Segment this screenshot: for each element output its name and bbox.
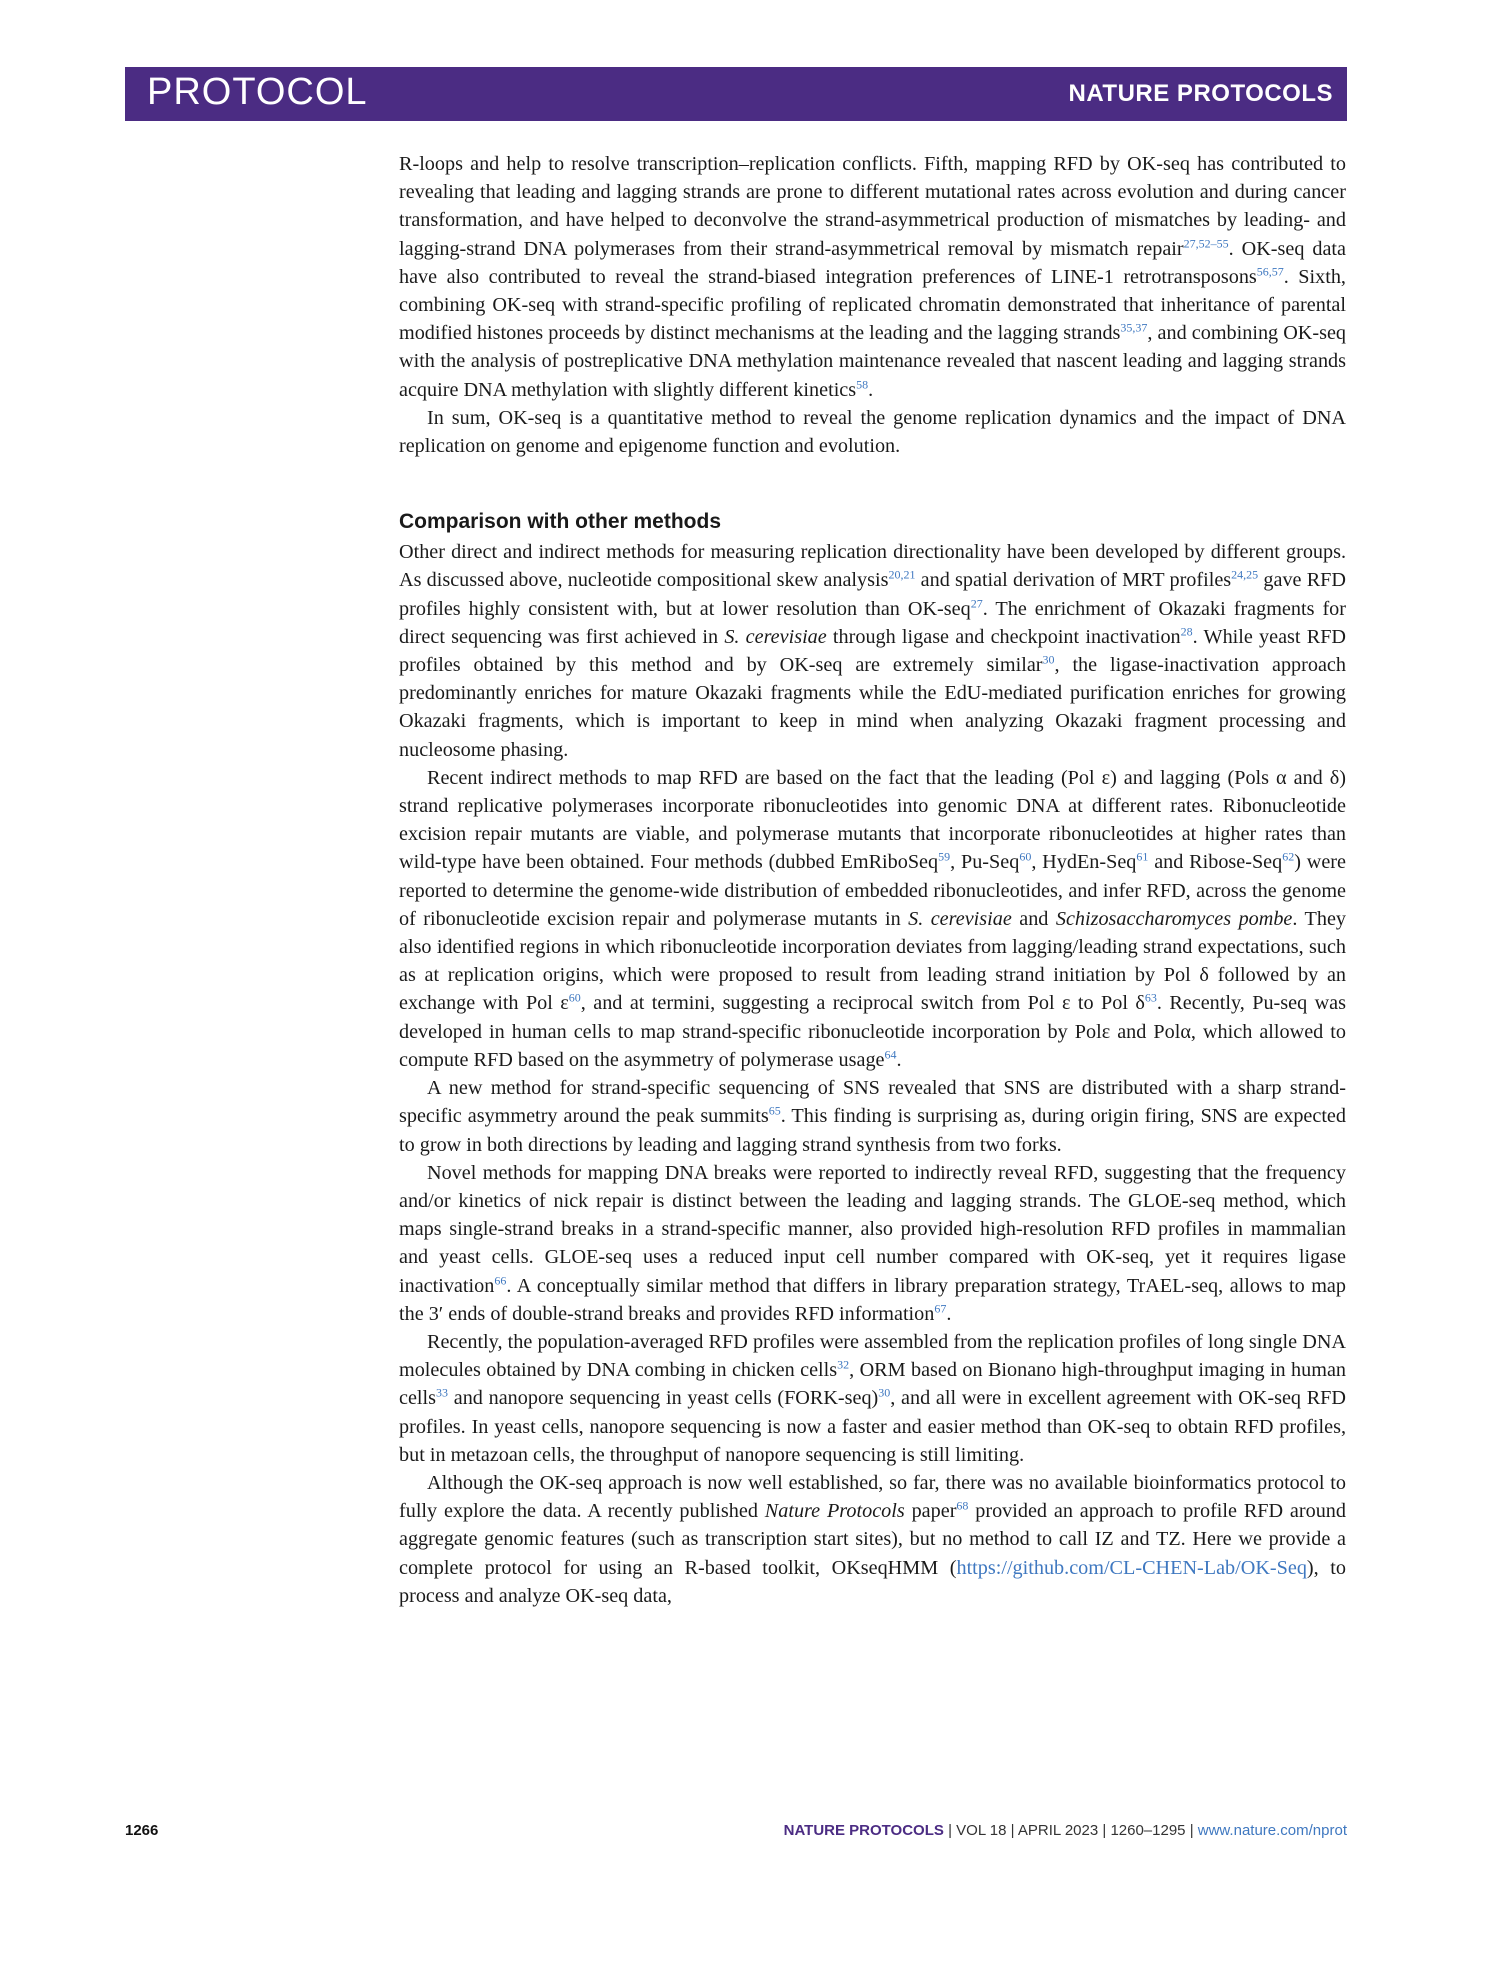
paragraph-5: A new method for strand-specific sequencing of SNS revealed that SNS are distributed with a sharp strand-specific asymmetry around the peak summits$^{65}$. This finding is surprising as, during origin firing, SNS are expected to grow in both directions by leading and lagging strand synthesis from two forks. bbox=[399, 1077, 1346, 1156]
paragraph-3: Other direct and indirect methods for measuring replication directionality have been developed by different groups. As discussed above, nucleotide compositional skew analysis$^{20,21}$ and spatial derivation of MRT profiles$^{24,25}$ gave RFD profiles highly consistent with, but at lower resolution than OK-seq$^{27}$. The enrichment of Okazaki fragments for direct sequencing was first achieved in S. cerevisiae through ligase and checkpoint inactivation$^{28}$. While yeast RFD profiles obtained by this method and by OK-seq are extremely similar$^{30}$, the ligase-inactivation approach predominantly enriches for mature Okazaki fragments while the EdU-mediated purification enriches for growing Okazaki fragments, which is important to keep in mind when analyzing Okazaki fragment processing and nucleosome phasing. bbox=[399, 541, 1346, 761]
article-body bbox=[399, 150, 1346, 1610]
citation-link[interactable]: 58 bbox=[856, 376, 869, 391]
paragraph-1: R-loops and help to resolve transcription–replication conflicts. Fifth, mapping RFD by OK-seq has contributed to revealing that leading and lagging strands are prone to different mutational rates across evolution and during cancer transformation, and have helped to deconvolve the strand-asymmetrical production of mismatches by leading- and lagging-strand DNA polymerases from their strand-asymmetrical removal by mismatch repair$^{27,52-55}$. OK-seq data have also contributed to reveal the strand-biased integration preferences of LINE-1 retrotransposons$^{56,57}$. Sixth, combining OK-seq with strand-specific profiling of replicated chromatin demonstrated that inheritance of parental modified histones proceeds by distinct mechanisms at the leading and the lagging strands$^{35,37}$, and combining OK-seq with the analysis of postreplicative DNA methylation maintenance revealed that nascent leading and lagging strands acquire DNA methylation with slightly different kinetics$^{58}$. bbox=[399, 153, 1347, 401]
paragraph-4: Recent indirect methods to map RFD are based on the fact that the leading (Pol ε) and lagging (Pols α and δ) strand replicative polymerases incorporate ribonucleotides into genomic DNA at different rates. Ribonucleotide excision repair mutants are viable, and polymerase mutants that incorporate ribonucleotides at higher rates than wild-type have been obtained. Four methods (dubbed EmRiboSeq$^{59}$, Pu-Seq$^{60}$, HydEn-Seq$^{61}$ and Ribose-Seq$^{62}$) were reported to determine the genome-wide distribution of embedded ribonucleotides, and infer RFD, across the genome of ribonucleotide excision repair and polymerase mutants in S. cerevisiae and Schizosaccharomyces pombe. They also identified regions in which ribonucleotide incorporation deviates from lagging/leading strand expectations, such as at replication origins, which were proposed to result from leading strand initiation by Pol δ followed by an exchange with Pol ε$^{60}$, and at termini, suggesting a reciprocal switch from Pol ε to Pol δ$^{63}$. Recently, Pu-seq was developed in human cells to map strand-specific ribonucleotide incorporation by Polε and Polα, which allowed to compute RFD based on the asymmetry of polymerase usage$^{64}$. bbox=[399, 766, 1346, 1071]
section-heading: Comparison with other methods bbox=[399, 510, 722, 534]
section-label: PROTOCOL bbox=[147, 71, 368, 113]
citation-link[interactable]: 56,57 bbox=[1256, 264, 1284, 279]
paragraph-8: Although the OK-seq approach is now well established, so far, there was no available bioinformatics protocol to fully explore the data. A recently published Nature Protocols paper$^{68}$ provided an approach to profile RFD around aggregate genomic features (such as transcription start sites), but no method to call IZ and TZ. Here we provide a complete protocol for using an R-based toolkit, OKseqHMM (https://github.com/CL-CHEN-Lab/OK-Seq), to process and analyze OK-seq data, bbox=[399, 1471, 1346, 1607]
citation-link[interactable]: 65 bbox=[768, 1103, 781, 1118]
citation-link[interactable]: 27,52–55 bbox=[1183, 235, 1229, 250]
citation-link[interactable]: 28 bbox=[1180, 624, 1193, 639]
paragraph-7: Recently, the population-averaged RFD profiles were assembled from the replication profiles of long single DNA molecules obtained by DNA combing in chicken cells$^{32}$, ORM based on Bionano high-throughput imaging in human cells$^{33}$ and nanopore sequencing in yeast cells (FORK-seq)$^{30}$, and all were in excellent agreement with OK-seq RFD profiles. In yeast cells, nanopore sequencing is now a faster and easier method than OK-seq to obtain RFD profiles, but in metazoan cells, the throughput of nanopore sequencing is still limiting. bbox=[399, 1330, 1346, 1466]
citation-link[interactable]: 68 bbox=[956, 1498, 969, 1513]
citation-link[interactable]: 27 bbox=[970, 595, 983, 610]
citation-link[interactable]: 30 bbox=[878, 1385, 891, 1400]
footer-citation: NATURE PROTOCOLS | VOL 18 | APRIL 2023 | 1260–1295 | www.nature.com/nprot bbox=[783, 1822, 1347, 1839]
citation-link[interactable]: 24,25 bbox=[1231, 567, 1259, 582]
citation-link[interactable]: 59 bbox=[938, 849, 951, 864]
footer-pages: 1260–1295 bbox=[1110, 1822, 1186, 1839]
paragraph-6: Novel methods for mapping DNA breaks were reported to indirectly reveal RFD, suggesting that the frequency and/or kinetics of nick repair is distinct between the leading and lagging strands. The GLOE-seq method, which maps single-strand breaks in a strand-specific manner, also provided high-resolution RFD profiles in mammalian and yeast cells. GLOE-seq uses a reduced input cell number compared with OK-seq, yet it requires ligase inactivation$^{66}$. A conceptually similar method that differs in library preparation strategy, TrAEL-seq, allows to map the 3′ ends of double-strand breaks and provides RFD information$^{67}$. bbox=[399, 1161, 1346, 1325]
citation-link[interactable]: 20,21 bbox=[888, 567, 916, 582]
github-link[interactable]: https://github.com/CL-CHEN-Lab/OK-Seq bbox=[956, 1556, 1307, 1579]
citation-link[interactable]: 63 bbox=[1144, 990, 1157, 1005]
footer-date: APRIL 2023 bbox=[1017, 1822, 1099, 1839]
citation-link[interactable]: 30 bbox=[1042, 652, 1055, 667]
citation-link[interactable]: 67 bbox=[934, 1300, 947, 1315]
journal-label: NATURE PROTOCOLS bbox=[1068, 80, 1333, 107]
footer-volume: VOL 18 bbox=[956, 1822, 1007, 1839]
paragraph-2: In sum, OK-seq is a quantitative method to reveal the genome replication dynamics and the impact of DNA replication on genome and epigenome function and evolution. bbox=[399, 406, 1346, 458]
citation-link[interactable]: 32 bbox=[837, 1357, 850, 1372]
citation-link[interactable]: 66 bbox=[494, 1272, 507, 1287]
citation-link[interactable]: 60 bbox=[568, 990, 581, 1005]
header-bar bbox=[125, 67, 1347, 121]
citation-link[interactable]: 61 bbox=[1136, 849, 1149, 864]
citation-link[interactable]: 64 bbox=[884, 1047, 897, 1062]
citation-link[interactable]: 60 bbox=[1019, 849, 1032, 864]
citation-link[interactable]: 62 bbox=[1282, 849, 1295, 864]
page-number: 1266 bbox=[125, 1822, 159, 1839]
footer-url[interactable]: www.nature.com/nprot bbox=[1197, 1822, 1347, 1839]
citation-link[interactable]: 33 bbox=[436, 1385, 448, 1400]
footer-journal: NATURE PROTOCOLS bbox=[783, 1822, 944, 1839]
citation-link[interactable]: 35,37 bbox=[1120, 320, 1148, 335]
